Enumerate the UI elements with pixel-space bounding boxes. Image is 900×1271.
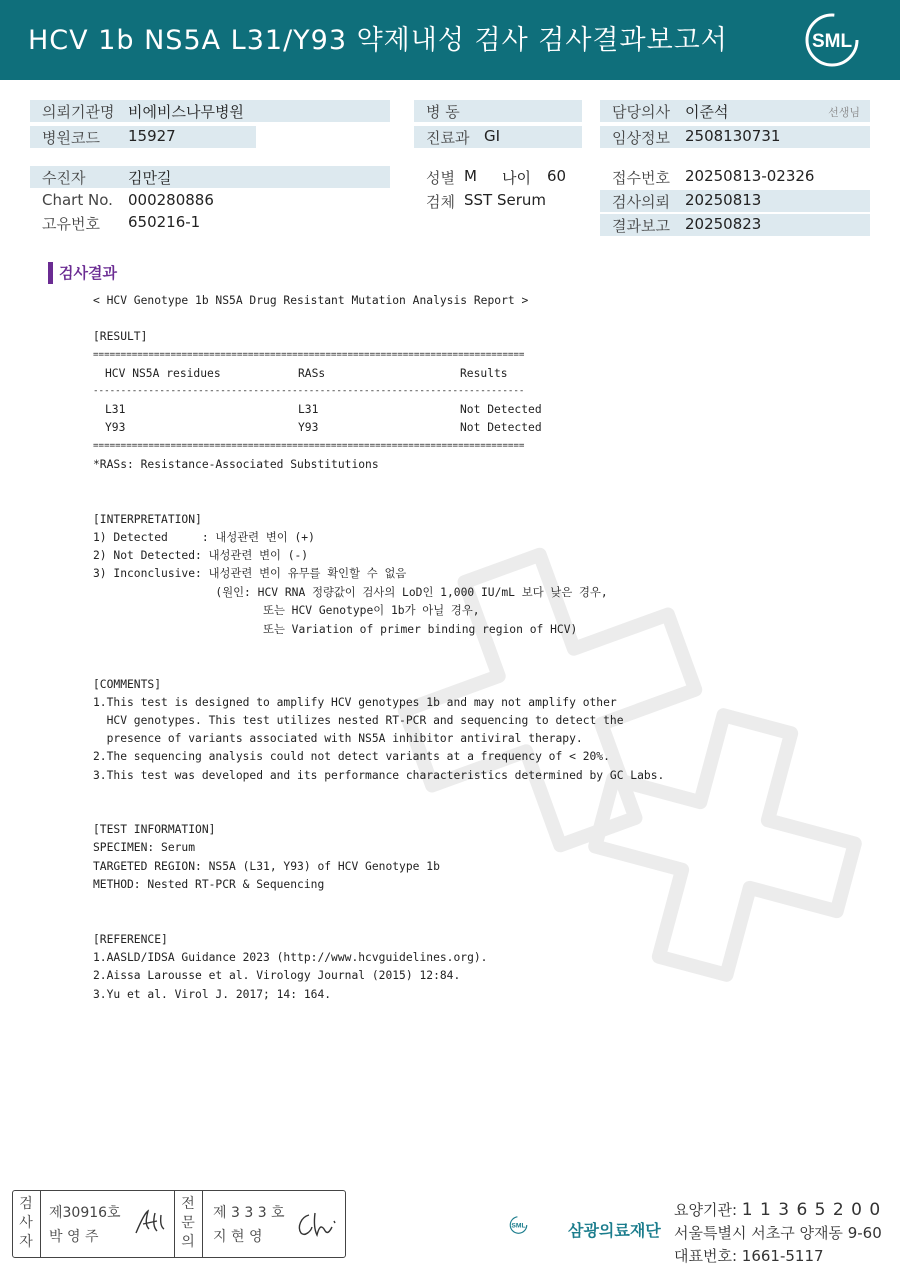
doctor-field: 담당의사 이준석 선생님: [600, 100, 870, 122]
table-cell: Y93: [105, 421, 126, 434]
signature-box: [12, 1190, 346, 1258]
report-header: [0, 0, 900, 80]
interpretation-line: 3) Inconclusive: 내성관련 변이 유무를 확인할 수 없음: [93, 567, 407, 580]
reference-line: [REFERENCE]: [93, 933, 168, 946]
comments-line: 3.This test was developed and its performance characteristics determined by GC Labs.: [93, 769, 665, 782]
specimen-field: 검체 SST Serum: [426, 191, 547, 211]
comments-line: 1.This test is designed to amplify HCV genotypes 1b and may not amplify other: [93, 696, 617, 709]
institution-field: 의뢰기관명 비에비스나무병원: [30, 100, 390, 122]
reference-line: 1.AASLD/IDSA Guidance 2023 (http://www.hcvguidelines.org).: [93, 951, 488, 964]
table-cell: Not Detected: [460, 403, 542, 416]
double-rule-top: ==============================================================================: [93, 349, 525, 360]
department-field: 진료과 GI: [414, 126, 582, 148]
specialist-license: 제 3 3 3 호: [213, 1205, 285, 1221]
svg-text:SML: SML: [811, 31, 853, 52]
examiner-signature-icon: [133, 1207, 169, 1237]
comments-line: presence of variants associated with NS5A inhibitor antiviral therapy.: [93, 732, 583, 745]
examiner-cell: [41, 1191, 175, 1257]
interpretation-line: (원인: HCV RNA 정량값이 검사의 LoD인 1,000 IU/mL 보다 낮은 경우,: [93, 586, 608, 599]
sex-age-field: 성별 M 나이 60: [426, 167, 567, 187]
interpretation-line: 1) Detected : 내성관련 변이 (+): [93, 531, 315, 544]
care-org-number: 1 1 3 6 5 2 0 0: [741, 1200, 882, 1220]
phone-label: 대표번호:: [674, 1247, 738, 1265]
reference-line: 3.Yu et al. Virol J. 2017; 14: 164.: [93, 988, 332, 1001]
unique-no-field: 고유번호 650216-1: [42, 213, 201, 233]
care-org-label: 요양기관:: [674, 1201, 738, 1219]
single-rule: ------------------------------------------------------------------------------: [93, 385, 525, 396]
sml-org-logo-icon: [508, 1200, 568, 1250]
interpretation-line: 2) Not Detected: 내성관련 변이 (-): [93, 549, 309, 562]
table-cell: Y93: [298, 421, 319, 434]
table-cell: L31: [298, 403, 319, 416]
column-header-results: Results: [460, 367, 508, 380]
examiner-license: 제30916호: [49, 1205, 121, 1221]
table-cell: Not Detected: [460, 421, 542, 434]
column-header-rass: RASs: [298, 367, 326, 380]
patient-name-field: 수진자 김만길: [30, 166, 390, 188]
svg-text:SML: SML: [511, 1222, 526, 1230]
clinical-info-field: 임상정보 2508130731: [600, 126, 870, 148]
phone-line: [674, 1245, 824, 1266]
specialist-label-cell: [175, 1191, 203, 1257]
report-date-field: 결과보고 20250823: [600, 214, 870, 236]
examiner-label-cell: [13, 1191, 41, 1257]
specialist-label: 전 문 의: [181, 1196, 195, 1250]
receipt-no-field: 접수번호 20250813-02326: [612, 167, 815, 187]
report-heading: < HCV Genotype 1b NS5A Drug Resistant Mutation Analysis Report >: [93, 294, 529, 307]
hospital-code-field: 병원코드 15927: [30, 126, 256, 148]
comments-line: HCV genotypes. This test utilizes nested RT-PCR and sequencing to detect the: [93, 714, 624, 727]
footnote: *RASs: Resistance-Associated Substitutions: [93, 458, 379, 471]
section-title: 검사결과: [48, 262, 117, 284]
phone-number: 1661-5117: [741, 1247, 824, 1265]
request-date-field: 검사의뢰 20250813: [600, 190, 870, 212]
interpretation-line: 또는 Variation of primer binding region of HCV): [93, 623, 578, 636]
report-title: HCV 1b NS5A L31/Y93 약제내성 검사 검사결과보고서: [28, 25, 728, 56]
care-org-line: [674, 1199, 881, 1220]
double-rule-bottom: ==============================================================================: [93, 440, 525, 451]
examiner-label: 검 사 자: [19, 1196, 33, 1250]
chart-no-field: Chart No. 000280886: [42, 191, 214, 209]
specialist-name: 지 현 영: [213, 1229, 263, 1245]
examiner-name: 박 영 주: [49, 1229, 99, 1245]
interpretation-line: 또는 HCV Genotype이 1b가 아닐 경우,: [93, 604, 480, 617]
result-label: [RESULT]: [93, 330, 148, 343]
comments-line: 2.The sequencing analysis could not detect variants at a frequency of < 20%.: [93, 750, 610, 763]
test-info-line: METHOD: Nested RT-PCR & Sequencing: [93, 878, 325, 891]
specialist-cell: [203, 1191, 346, 1257]
comments-line: [COMMENTS]: [93, 678, 162, 691]
interpretation-line: [INTERPRETATION]: [93, 513, 202, 526]
sml-logo-icon: [804, 12, 860, 68]
ward-field: 병 동: [414, 100, 582, 122]
column-header-residues: HCV NS5A residues: [105, 367, 221, 380]
test-info-line: TARGETED REGION: NS5A (L31, Y93) of HCV Genotype 1b: [93, 860, 440, 873]
test-info-line: SPECIMEN: Serum: [93, 841, 196, 854]
specialist-signature-icon: [295, 1209, 339, 1239]
test-info-line: [TEST INFORMATION]: [93, 823, 216, 836]
org-name: 삼광의료재단: [568, 1221, 661, 1240]
address: 서울특별시 서초구 양재동 9-60: [674, 1224, 882, 1242]
table-cell: L31: [105, 403, 126, 416]
reference-line: 2.Aissa Larousse et al. Virology Journal (2015) 12:84.: [93, 969, 461, 982]
